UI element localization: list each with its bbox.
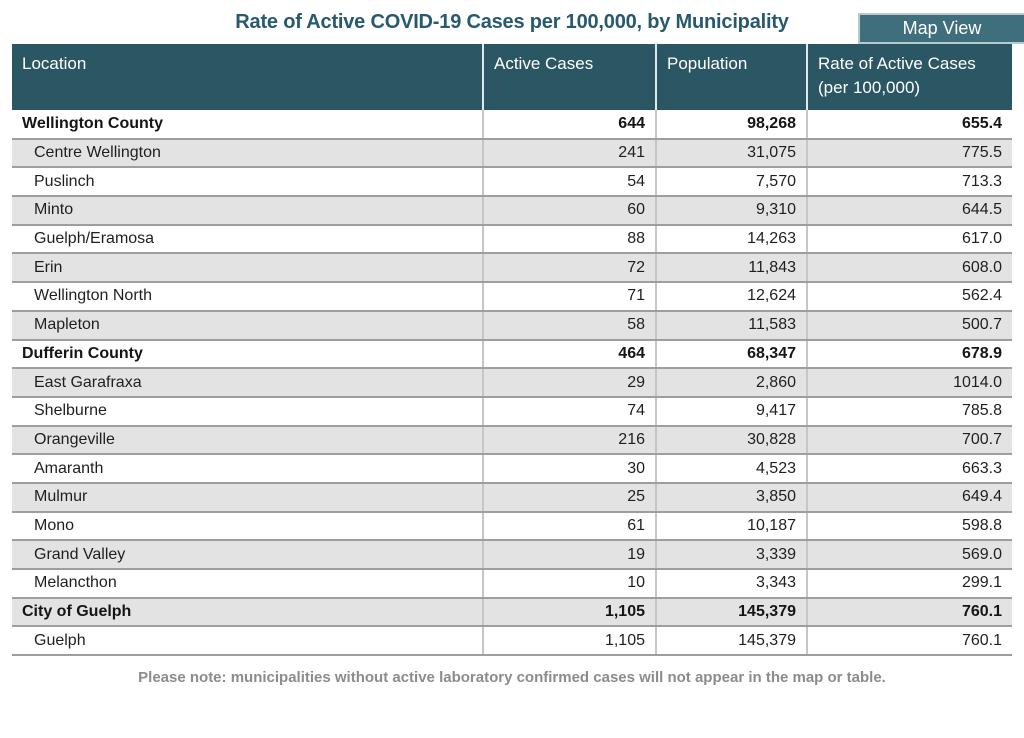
cell-rate: 569.0: [807, 540, 1012, 569]
cell-active-cases: 1,105: [483, 598, 656, 627]
cell-location: Guelph/Eramosa: [12, 225, 483, 254]
table-row: [12, 397, 1012, 426]
column-header-active-cases: Active Cases: [483, 44, 656, 110]
table-row: [12, 282, 1012, 311]
cell-rate: 500.7: [807, 311, 1012, 340]
cell-population: 9,417: [656, 397, 807, 426]
cell-rate: 713.3: [807, 167, 1012, 196]
cell-rate: 598.8: [807, 512, 1012, 541]
cell-active-cases: 25: [483, 483, 656, 512]
cell-location: Centre Wellington: [12, 139, 483, 168]
cell-location: Melancthon: [12, 569, 483, 598]
cell-rate: 617.0: [807, 225, 1012, 254]
cell-population: 4,523: [656, 454, 807, 483]
cell-location: Amaranth: [12, 454, 483, 483]
cell-rate: 562.4: [807, 282, 1012, 311]
cell-active-cases: 10: [483, 569, 656, 598]
cell-population: 11,583: [656, 311, 807, 340]
cell-rate: 700.7: [807, 426, 1012, 455]
cell-population: 30,828: [656, 426, 807, 455]
cell-active-cases: 1,105: [483, 626, 656, 655]
cell-location: Wellington County: [12, 110, 483, 139]
cell-population: 3,850: [656, 483, 807, 512]
cell-location: Guelph: [12, 626, 483, 655]
column-header-population: Population: [656, 44, 807, 110]
cell-active-cases: 58: [483, 311, 656, 340]
cell-active-cases: 644: [483, 110, 656, 139]
page-title: Rate of Active COVID-19 Cases per 100,000, by Municipality: [235, 11, 789, 33]
table-row: [12, 512, 1012, 541]
column-header-location: Location: [12, 44, 483, 110]
cell-rate: 299.1: [807, 569, 1012, 598]
map-view-button[interactable]: Map View: [858, 13, 1024, 44]
cell-rate: 663.3: [807, 454, 1012, 483]
cell-population: 68,347: [656, 340, 807, 369]
cell-location: Shelburne: [12, 397, 483, 426]
table-row: [12, 540, 1012, 569]
cell-active-cases: 216: [483, 426, 656, 455]
cell-location: Dufferin County: [12, 340, 483, 369]
cell-active-cases: 464: [483, 340, 656, 369]
cell-active-cases: 72: [483, 253, 656, 282]
cell-population: 3,339: [656, 540, 807, 569]
table-row: [12, 340, 1012, 369]
cell-active-cases: 19: [483, 540, 656, 569]
table-row: [12, 368, 1012, 397]
cell-rate: 678.9: [807, 340, 1012, 369]
table-row: [12, 110, 1012, 139]
cell-location: Mulmur: [12, 483, 483, 512]
cell-active-cases: 71: [483, 282, 656, 311]
cell-rate: 760.1: [807, 626, 1012, 655]
cell-active-cases: 60: [483, 196, 656, 225]
cell-population: 10,187: [656, 512, 807, 541]
cell-location: East Garafraxa: [12, 368, 483, 397]
table-body: [12, 110, 1012, 655]
cell-active-cases: 74: [483, 397, 656, 426]
table-row: [12, 196, 1012, 225]
table-row: [12, 626, 1012, 655]
cell-population: 14,263: [656, 225, 807, 254]
table-row: [12, 483, 1012, 512]
cell-population: 3,343: [656, 569, 807, 598]
cell-location: Puslinch: [12, 167, 483, 196]
cell-location: Orangeville: [12, 426, 483, 455]
cell-rate: 644.5: [807, 196, 1012, 225]
footer-note: Please note: municipalities without active laboratory confirmed cases will not appear in the map or table.: [138, 669, 886, 687]
table-row: [12, 569, 1012, 598]
cell-rate: 760.1: [807, 598, 1012, 627]
cell-active-cases: 241: [483, 139, 656, 168]
cell-rate: 1014.0: [807, 368, 1012, 397]
cell-location: Erin: [12, 253, 483, 282]
cell-active-cases: 30: [483, 454, 656, 483]
cell-location: Minto: [12, 196, 483, 225]
table-row: [12, 253, 1012, 282]
cell-location: Wellington North: [12, 282, 483, 311]
cell-rate: 775.5: [807, 139, 1012, 168]
cell-rate: 649.4: [807, 483, 1012, 512]
table-row: [12, 139, 1012, 168]
column-header-rate: Rate of Active Cases (per 100,000): [807, 44, 1012, 110]
cell-active-cases: 54: [483, 167, 656, 196]
cell-population: 98,268: [656, 110, 807, 139]
cell-population: 11,843: [656, 253, 807, 282]
cell-rate: 655.4: [807, 110, 1012, 139]
cell-population: 145,379: [656, 626, 807, 655]
cell-population: 9,310: [656, 196, 807, 225]
table-row: [12, 167, 1012, 196]
cell-location: Mono: [12, 512, 483, 541]
cell-population: 31,075: [656, 139, 807, 168]
cell-rate: 608.0: [807, 253, 1012, 282]
cell-population: 12,624: [656, 282, 807, 311]
table-row: [12, 426, 1012, 455]
table-row: [12, 311, 1012, 340]
cell-population: 2,860: [656, 368, 807, 397]
cases-table: [12, 44, 1012, 656]
cell-active-cases: 29: [483, 368, 656, 397]
table-header: [12, 44, 1012, 110]
cell-active-cases: 88: [483, 225, 656, 254]
table-row: [12, 598, 1012, 627]
cell-location: City of Guelph: [12, 598, 483, 627]
cell-rate: 785.8: [807, 397, 1012, 426]
cell-population: 7,570: [656, 167, 807, 196]
cell-location: Mapleton: [12, 311, 483, 340]
cell-active-cases: 61: [483, 512, 656, 541]
cell-population: 145,379: [656, 598, 807, 627]
header-bar: [0, 0, 1024, 44]
table-row: [12, 225, 1012, 254]
table-row: [12, 454, 1012, 483]
cell-location: Grand Valley: [12, 540, 483, 569]
cases-table-widget: [12, 44, 1012, 686]
